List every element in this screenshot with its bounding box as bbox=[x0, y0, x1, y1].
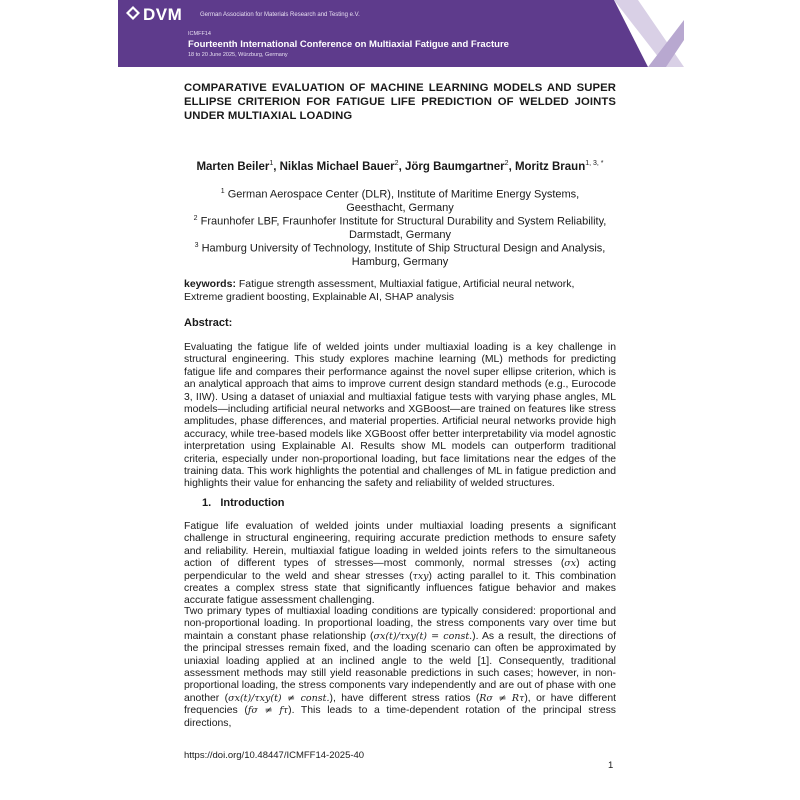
keywords-label: keywords: bbox=[184, 278, 236, 290]
intro-paragraph-2 bbox=[184, 606, 616, 730]
author-affiliation-mark: 1, 3, * bbox=[585, 160, 604, 167]
dvm-logo-text: DVM bbox=[143, 5, 183, 24]
math-tau-xy: τxy bbox=[412, 570, 429, 582]
organization-name: German Association for Materials Research and Testing e.V. bbox=[200, 12, 360, 18]
author-name: Moritz Braun bbox=[514, 160, 586, 173]
intro-text: ), have different stress ratios ( bbox=[329, 692, 480, 704]
affiliation-mark: 2 bbox=[193, 215, 198, 222]
math-stress-ratios: Rσ ≠ Rτ bbox=[479, 692, 525, 704]
intro-text: ) acting parallel to it. This combination creates a complex stress state that significantly influences fatigue behavior and makes accurate fatigue assessment challenging. bbox=[184, 570, 616, 607]
math-frequencies: fσ ≠ fτ bbox=[247, 705, 289, 717]
author-name: Niklas Michael Bauer bbox=[279, 160, 395, 173]
dvm-logo-icon bbox=[126, 6, 140, 20]
section-number: 1. bbox=[202, 497, 212, 509]
author-affiliation-mark: 2 bbox=[394, 160, 399, 167]
intro-text: Fatigue life evaluation of welded joints under multiaxial loading presents a significant challenge in structural engineering, requiring accurate prediction methods to ensure safety and reliability. Herein, multiaxial fatigue loading in welded joints refers to the simultaneous action of different types of stresses—most commonly, normal stresses ( bbox=[184, 521, 616, 570]
affiliation bbox=[184, 239, 616, 270]
author-name: Jörg Baumgartner bbox=[404, 160, 505, 173]
author-affiliation-mark: 2 bbox=[504, 160, 509, 167]
author-name: Marten Beiler bbox=[196, 160, 270, 173]
keywords-text: Fatigue strength assessment, Multiaxial fatigue, Artificial neural network, Extreme gradient boosting, Explainable AI, SHAP analysis bbox=[184, 278, 575, 303]
conference-banner bbox=[118, 0, 684, 67]
page-number: 1 bbox=[608, 760, 614, 771]
affiliation-line: Fraunhofer LBF, Fraunhofer Institute for Structural Durability and System Reliability, bbox=[200, 215, 607, 228]
intro-text: ), or have different frequencies ( bbox=[184, 692, 617, 717]
intro-text: ). As a result, the directions of the principal stresses remain fixed, and the loading scenario can often be approximated by uniaxial loading applied at an inclined angle to the weld [1]. Consequently, traditional assessment methods may still yield reasonable predictions in such cases; however, in non-proportional loading, the stress components vary independently and are out of phase with one another ( bbox=[184, 630, 617, 704]
affiliation-mark: 3 bbox=[194, 242, 199, 249]
paper-title: COMPARATIVE EVALUATION OF MACHINE LEARNING MODELS AND SUPER ELLIPSE CRITERION FOR FATIGUE LIFE PREDICTION OF WELDED JOINTS UNDER MULTIAXIAL LOADING bbox=[184, 82, 616, 122]
affiliation-line: Geesthacht, Germany bbox=[346, 202, 454, 215]
affiliation-line: German Aerospace Center (DLR), Institute of Maritime Energy Systems, bbox=[227, 188, 580, 201]
math-proportional-ratio: σx(t)/τxy(t) = const. bbox=[373, 630, 473, 642]
affiliation-mark: 1 bbox=[220, 188, 225, 195]
section-title: Introduction bbox=[220, 497, 285, 509]
abstract-heading: Abstract: bbox=[184, 317, 233, 329]
affiliation-line: Darmstadt, Germany bbox=[348, 229, 452, 242]
keywords bbox=[184, 278, 616, 304]
conference-title: Fourteenth International Conference on Multiaxial Fatigue and Fracture bbox=[188, 39, 509, 50]
affiliation-line: Hamburg University of Technology, Institute of Ship Structural Design and Analysis, bbox=[201, 242, 606, 255]
conference-code: ICMFF14 bbox=[188, 31, 211, 37]
author-affiliation-mark: 1 bbox=[269, 160, 274, 167]
math-nonproportional-ratio: σx(t)/τxy(t) ≠ const. bbox=[228, 692, 330, 704]
doi-link[interactable]: https://doi.org/10.48447/ICMFF14-2025-40 bbox=[184, 750, 365, 761]
intro-paragraph-1 bbox=[184, 521, 616, 608]
math-sigma-x: σx bbox=[564, 558, 577, 570]
introduction-heading bbox=[202, 497, 285, 509]
abstract-text: Evaluating the fatigue life of welded joints under multiaxial loading is a key challenge in structural engineering. This study explores machine learning (ML) methods for predicting fatigue life and compares their performance against the novel super ellipse criterion, which is an analytical approach that aims to improve current design standard methods (e.g., Eurocode 3, IIW). Using a dataset of uniaxial and multiaxial fatigue tests with varying phase angles, ML models—including artificial neural networks and XGBoost—are trained on features like stress amplitudes, phase differences, and material properties. Artificial neural networks provide high accuracy, while tree-based models like XGBoost offer better interpretability via model agnostic interpretation using Explainable AI. Results show ML models can outperform traditional criteria, especially under non-proportional loading, but face limitations near the edges of the training data. This work highlights the potential and challenges of ML in fatigue prediction and highlights their value for enhancing the safety and reliability of welded structures. bbox=[184, 342, 616, 490]
intro-text: Two primary types of multiaxial loading conditions are typically considered: proportional and non-proportional loading. In proportional loading, the stress components vary over time but maintain a constant phase relationship ( bbox=[184, 606, 616, 642]
intro-text: ) acting perpendicular to the weld and shear stresses ( bbox=[184, 558, 616, 582]
author-list: Marten Beiler$^1$, Niklas Michael Bauer$^2$, Jörg Baumgartner$^2$, Moritz Braun$^{1, 3, *}$ bbox=[196, 160, 604, 173]
intro-text: ). This leads to a time-dependent rotation of the principal stress directions, bbox=[184, 705, 616, 729]
affiliation-line: Hamburg, Germany bbox=[351, 256, 449, 269]
conference-date: 18 to 20 June 2025, Würzburg, Germany bbox=[188, 52, 288, 58]
